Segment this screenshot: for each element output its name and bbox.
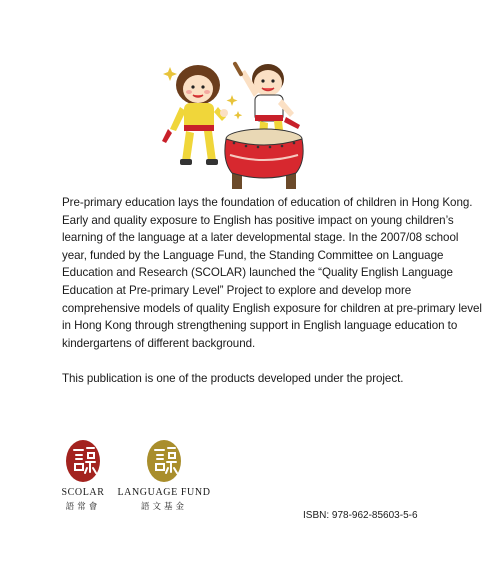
isbn-number: ISBN: 978-962-85603-5-6 [303,510,418,521]
girl-figure [162,65,228,165]
language-fund-seal-icon [144,438,184,484]
language-fund-chinese-name: 語文基金 [140,502,187,512]
scolar-logo [56,438,110,512]
publication-note: This publication is one of the products developed under the project. [62,371,404,385]
language-fund-logo [116,438,212,512]
intro-paragraph: Pre-primary education lays the foundation of education of children in Hong Kong. Early and quality exposure to English has positive impact on young children’s learning of the language at a later developmental stage. In the 2007/08 school year, funded by the Language Fund, the Standing Committee on Language Education and Research (SCOLAR) launched the “Quality English Language Education at Pre-primary Level” Project to explore and develop more comprehensive models of quality English exposure for children at pre-primary level in Hong Kong through strengthening support in English language education to kindergartens of different background. [62,196,482,350]
language-fund-name: LANGUAGE FUND [117,487,211,498]
scolar-chinese-name: 語常會 [65,502,101,512]
scolar-name: SCOLAR [61,487,105,498]
children-drum-illustration [160,55,330,195]
body-text [62,194,482,388]
scolar-seal-icon [63,438,103,484]
drum-icon [225,129,303,189]
